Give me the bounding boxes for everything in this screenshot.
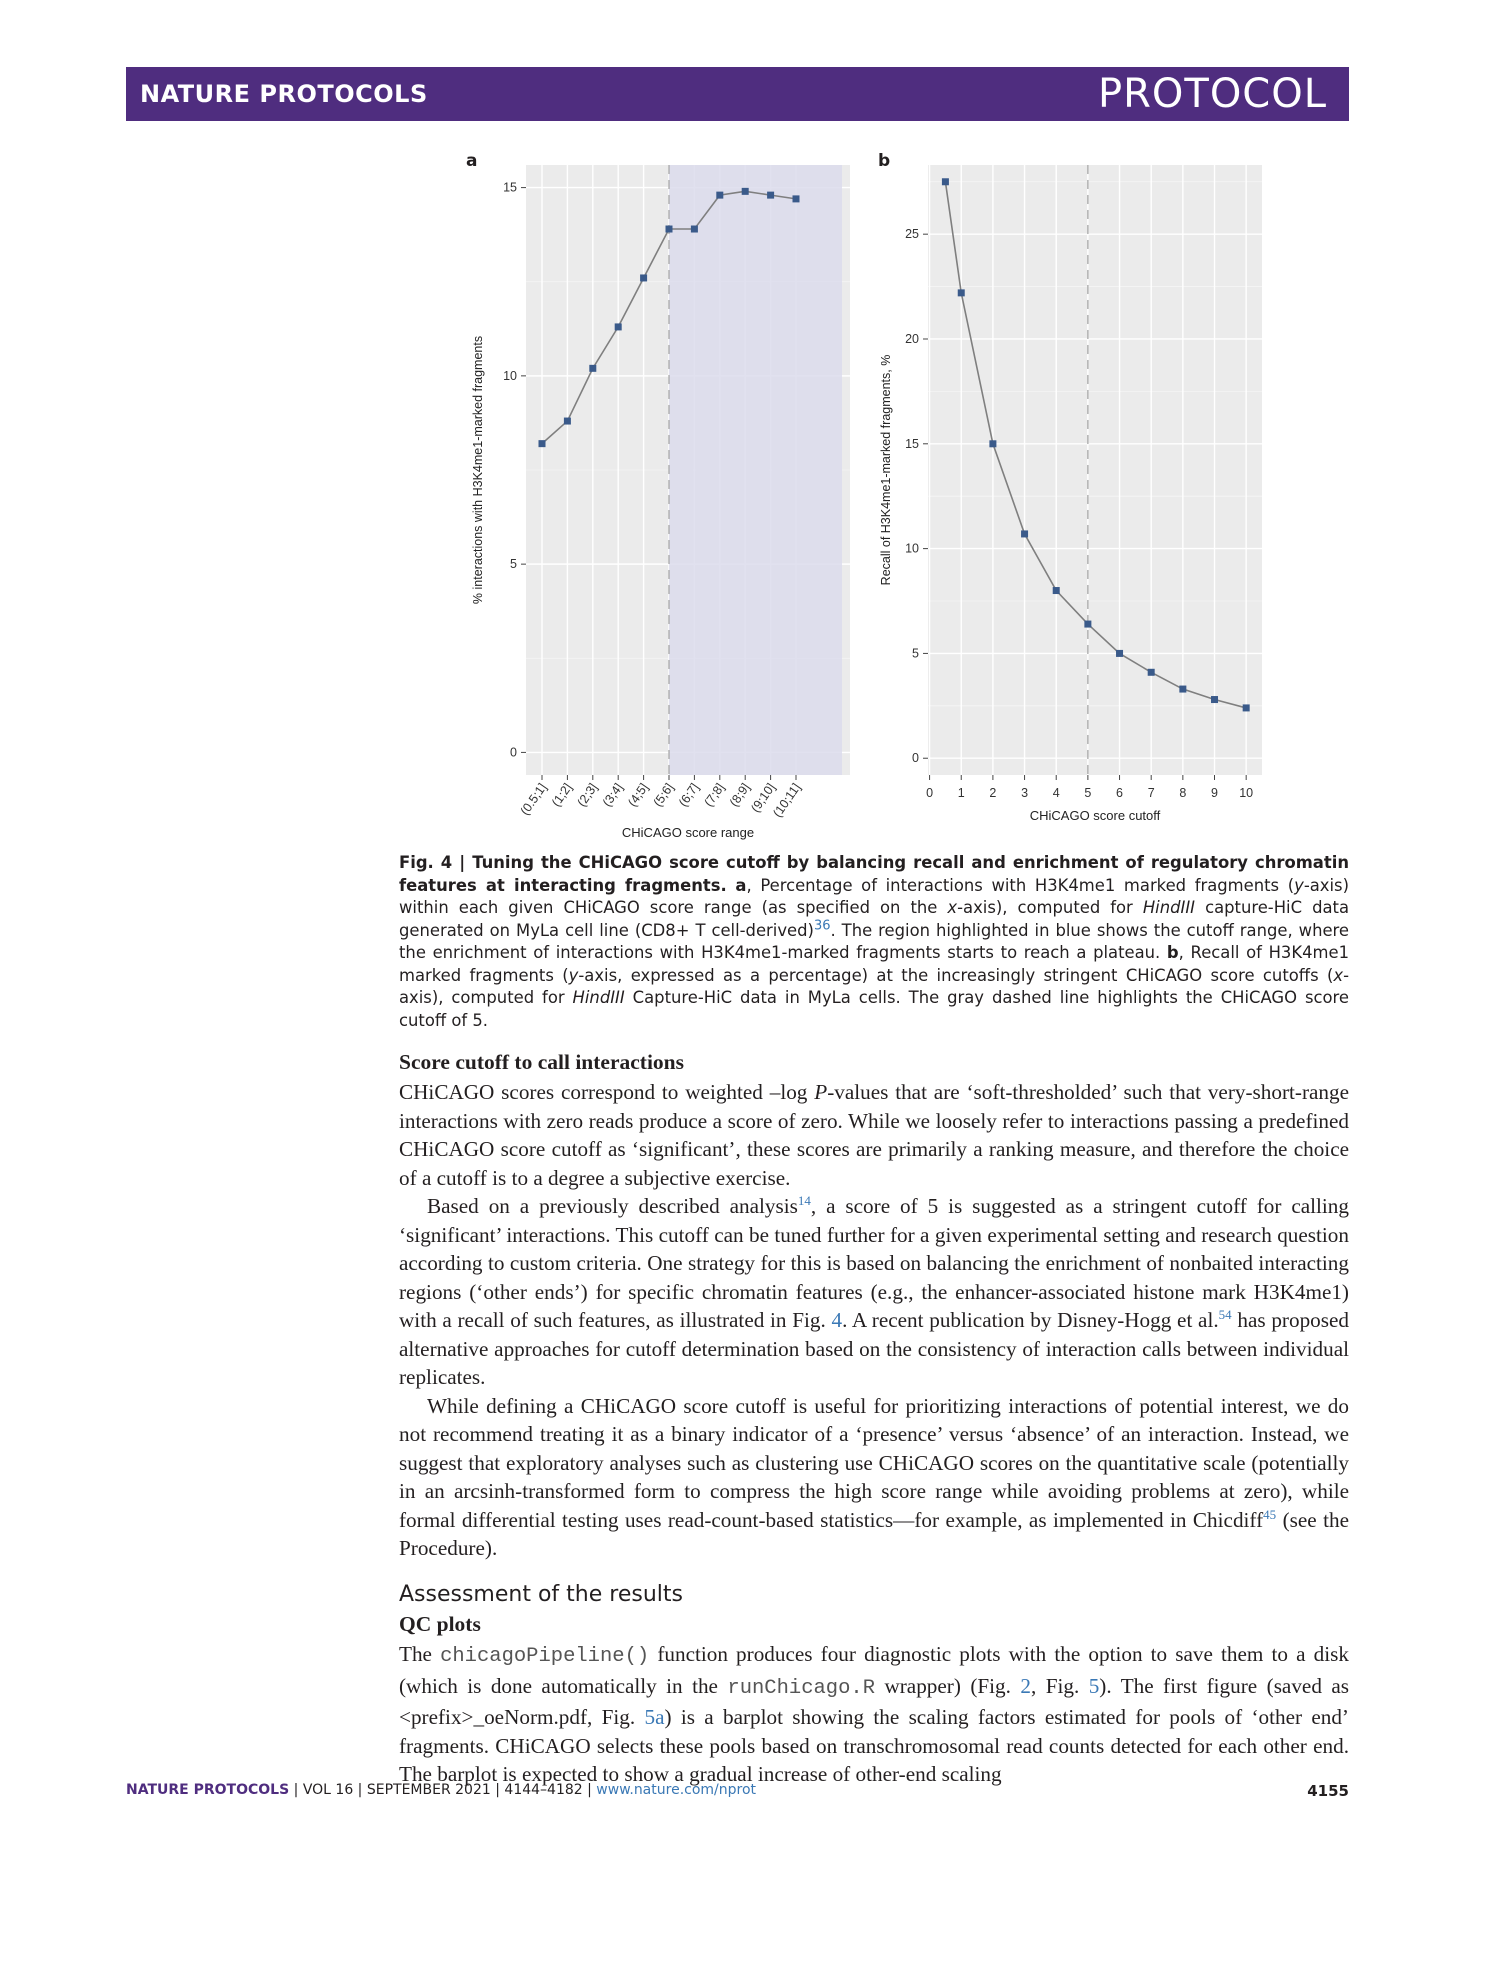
data-point [640,274,647,281]
caption-text: -axis) within each given CHiCAGO score range (as specified on the [399,875,1349,917]
x-tick-label: (5;6] [650,780,677,810]
x-tick-label: (7;8] [701,780,728,810]
figure-caption [399,852,1349,1032]
page-number: 4155 [1307,1782,1349,1800]
footer-separator: | [490,1782,505,1798]
x-tick-label: 10 [1239,786,1254,800]
reference-link[interactable]: 45 [1263,1506,1277,1522]
x-tick-label: 2 [989,786,997,800]
caption-text: Capture-HiC data in MyLa cells. The gray dashed line highlights the CHiCAGO score cutoff of 5. [399,988,1349,1030]
y-tick-label: 10 [905,541,919,556]
x-tick-label: 7 [1147,786,1155,800]
data-point [1211,696,1218,703]
text: ) is a barplot showing the scaling factors estimated for pools of ‘other end’ fragments. CHiCAGO selects these pools based on transchromosomal read counts detected for each other end. The barplot is expected to show a gradual increase of other-end scaling [399,1705,1349,1786]
paragraph [399,1392,1349,1563]
x-tick-label: (6;7] [676,780,702,810]
figure-link[interactable]: 5a [644,1705,665,1729]
data-point [742,188,749,195]
x-tick-label: (8;9] [726,780,753,810]
x-tick-label: (10;11] [770,780,804,820]
caption-italic: x [1333,965,1344,985]
subsection-heading-qc-plots: QC plots [399,1612,481,1636]
italic-text: P [814,1080,828,1104]
section-body-score-cutoff [399,1078,1349,1563]
figure-link[interactable]: 4 [831,1308,843,1332]
text: While defining a CHiCAGO score cutoff is useful for prioritizing interactions of potential interest, we do not recommend treating it as a binary indicator of a ‘presence’ versus ‘absence’ of an interaction. Instead, we suggest that exploratory analyses such as clustering use CHiCAGO scores on the quantitative scale (potentially in an arcsinh-transformed form to compress the high score range while avoiding problems at zero), while formal differential testing uses read-count-based statistics—for example, as implemented in Chicdiff [399,1393,1349,1532]
y-axis-label: Recall of H3K4me1-marked fragments, % [879,354,893,586]
journal-name: NATURE PROTOCOLS [140,80,428,108]
data-point [666,226,673,233]
journal-header [126,67,1349,121]
plot-b-background [928,165,1262,775]
footer-separator: | [582,1782,597,1798]
y-tick-label: 15 [503,180,517,195]
x-tick-label: 3 [1021,786,1029,800]
x-tick-label: (0.5;1] [517,780,550,818]
y-tick-label: 0 [510,745,517,760]
article-type: PROTOCOL [1097,71,1327,117]
section-heading-assessment: Assessment of the results [399,1582,683,1607]
data-point [958,289,965,296]
x-tick-label: (4;5] [625,780,652,810]
chart-b [868,160,1288,830]
text: Based on a previously described analysis [427,1194,798,1218]
data-point [539,440,546,447]
data-point [716,192,723,199]
data-point [615,323,622,330]
page-footer [126,1782,756,1798]
chart-a [460,160,880,850]
text: wrapper) (Fig. [875,1673,1021,1698]
x-tick-label: 8 [1179,786,1187,800]
data-point [793,195,800,202]
paragraph [399,1192,1349,1392]
caption-italic: y [1294,875,1304,895]
panel-b-label: b [878,151,891,171]
x-tick-label: 1 [957,786,965,800]
y-tick-label: 5 [510,557,517,572]
caption-text: . The region highlighted in blue shows the cutoff range, where the enrichment of interactions with H3K4me1-marked fragments starts to reach a plateau. [399,920,1349,962]
inline-code: runChicago.R [727,1676,876,1700]
data-point [1148,669,1155,676]
text: . A recent publication by Disney-Hogg et al. [842,1308,1219,1332]
highlight-region [669,165,842,775]
caption-title: Fig. 4 | Tuning the CHiCAGO score cutoff by balancing recall and enrichment of regulatory chromatin features at interacting fragments. [399,853,1349,895]
data-point [564,418,571,425]
y-tick-label: 10 [503,368,517,383]
data-point [767,192,774,199]
data-point [989,440,996,447]
data-point [589,365,596,372]
x-tick-label: (2;3] [574,780,601,810]
data-point [1116,650,1123,657]
paragraph [399,1078,1349,1192]
caption-b-label: b [1166,943,1179,962]
text: The [399,1642,441,1666]
text: -values that are ‘soft-thresholded’ such that very-short-range interactions with zero reads produce a score of zero. While we loosely refer to interactions passing a predefined CHiCAGO score cutoff as ‘significant’, these scores are primarily a ranking measure, and therefore the choice of a cutoff is to a degree a subjective exercise. [399,1080,1349,1190]
footer-url-link[interactable]: www.nature.com/nprot [596,1782,757,1798]
data-point [942,178,949,185]
footer-date: SEPTEMBER 2021 [366,1782,491,1798]
caption-italic: HindIII [1142,898,1196,917]
y-axis-label: % interactions with H3K4me1-marked fragments [471,335,485,605]
x-tick-label: (1;2] [549,780,575,810]
data-point [1021,530,1028,537]
footer-volume: VOL 16 [302,1782,354,1798]
caption-text: , Percentage of interactions with H3K4me1 marked fragments ( [746,875,1295,895]
text: function produces four diagnostic plots with the option to save them to a disk (which is done automatically in the [399,1642,1349,1698]
caption-italic: y [568,965,579,985]
reference-link[interactable]: 54 [1218,1306,1232,1322]
caption-text: -axis, expressed as a percentage) at the increasingly stringent CHiCAGO score cutoffs ( [578,965,1334,985]
x-axis-label: CHiCAGO score range [621,825,755,840]
caption-text: -axis), computed for [399,965,1349,1007]
x-tick-label: 0 [926,786,934,800]
reference-link[interactable]: 36 [813,918,831,934]
text: , a score of 5 is suggested as a stringent cutoff for calling ‘significant’ interactions. This cutoff can be tuned further for a given experimental setting and research question according to custom criteria. One strategy for this is based on balancing the enrichment of nonbaited interacting regions (‘other ends’) for specific chromatin features (e.g., the enhancer-associated histone mark H3K4me1) with a recall of such features, as illustrated in Fig. [399,1194,1349,1332]
data-point [1179,686,1186,693]
footer-journal: NATURE PROTOCOLS [126,1782,290,1798]
caption-italic: x [947,898,958,917]
caption-text: , Recall of H3K4me1 marked fragments ( [399,943,1350,985]
text: ). The first figure (saved as <prefix>_oeNorm.pdf, Fig. [399,1673,1350,1729]
x-tick-label: (3;4] [599,780,626,810]
reference-link[interactable]: 14 [797,1192,811,1208]
caption-a-label: a [735,875,747,895]
y-tick-label: 20 [905,331,919,346]
figure-link[interactable]: 5 [1088,1673,1100,1698]
x-tick-label: 5 [1084,786,1092,800]
figure-link[interactable]: 2 [1020,1673,1031,1698]
panel-a-label: a [466,151,478,171]
inline-code: chicagoPipeline() [440,1645,650,1668]
x-tick-label: 4 [1052,786,1060,800]
x-axis-label: CHiCAGO score cutoff [1029,808,1161,823]
text: has proposed alternative approaches for cutoff determination based on the consistency of interaction calls between individual replicates. [399,1308,1349,1389]
footer-separator: | [289,1782,303,1798]
data-point [1053,587,1060,594]
x-tick-label: (9;10] [748,780,779,815]
paragraph [399,1640,1349,1789]
text: (see the Procedure). [399,1507,1349,1560]
section-body-qc-plots [399,1640,1349,1789]
x-tick-label: 9 [1211,786,1218,800]
footer-separator: | [353,1782,367,1798]
caption-text: capture-HiC data generated on MyLa cell line (CD8+ T cell-derived) [399,898,1349,940]
data-point [1084,621,1091,628]
y-tick-label: 5 [912,646,919,661]
x-tick-label: 6 [1116,786,1124,800]
caption-text: -axis), computed for [957,898,1143,917]
section-heading-score-cutoff: Score cutoff to call interactions [399,1050,685,1074]
footer-pages: 4144–4182 [504,1782,583,1798]
text: CHiCAGO scores correspond to weighted –log [399,1080,815,1104]
caption-italic: HindIII [572,988,625,1007]
text: , Fig. [1030,1673,1089,1698]
y-tick-label: 0 [912,751,919,766]
y-tick-label: 15 [905,436,919,451]
y-tick-label: 25 [905,227,919,242]
data-point [1243,704,1250,711]
data-point [691,226,698,233]
